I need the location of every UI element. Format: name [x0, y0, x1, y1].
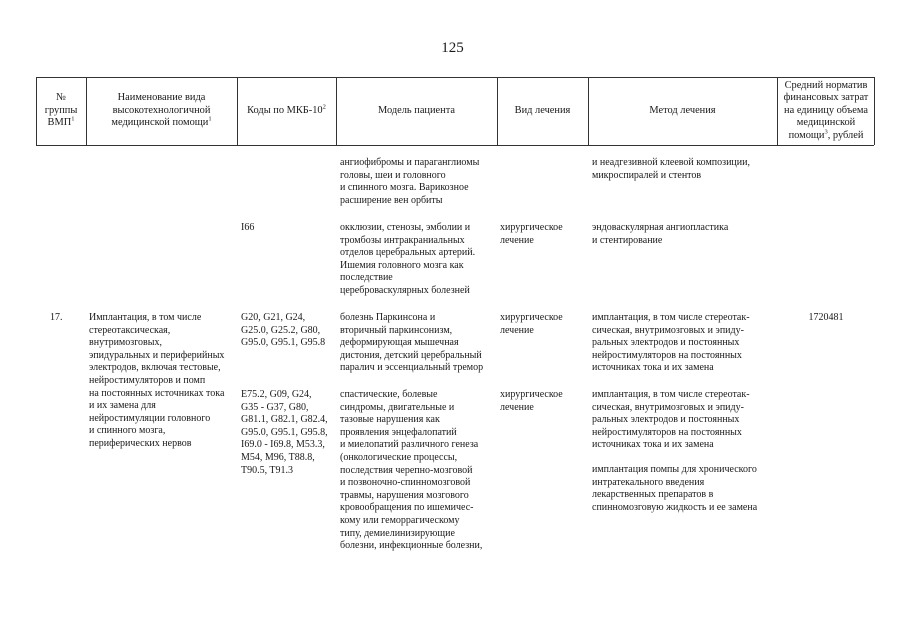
header-cost: Средний норматив финансовых затрат на единицу объема медицинской помощи$^3$, рублей — [783, 79, 869, 141]
header-icd-codes: Коды по МКБ-$10^2$ — [247, 103, 326, 116]
column-divider — [86, 77, 87, 145]
treatment-type-cell: хирургическое лечение — [500, 389, 563, 413]
patient-model-cell: окклюзии, стенозы, эмболии и тромбозы интракраниальных отделов церебральных артерий. Ишемия головного мозга как последствие цереброваскулярных болезней — [340, 222, 476, 296]
treatment-method-cell: имплантация, в том числе стереотак- сическая, внутримозговых и эпиду- ральных электродов и постоянных нейростимуляторов на постоянных источниках тока и их замена — [592, 389, 750, 451]
column-divider — [777, 77, 778, 145]
column-divider — [874, 77, 875, 145]
icd-codes-cell: G20, G21, G24, G25.0, G25.2, G80, G95.0, G95.1, G95.8 — [241, 312, 326, 349]
header-patient-model: Модель пациента — [377, 104, 456, 116]
icd-codes-cell: I66 — [241, 222, 255, 233]
treatment-method-cell: имплантация, в том числе стереотак- сическая, внутримозговых и эпиду- ральных электродов и постоянных нейростимуляторов на постоянных источниках тока и их замена — [592, 312, 750, 374]
table-header-bottom-border — [36, 145, 874, 146]
treatment-method-cell: имплантация помпы для хронического интратекального введения лекарственных препаратов в спинномозговую жидкость и ее замена — [592, 464, 758, 513]
treatment-method-cell: эндоваскулярная ангиопластика и стентирование — [592, 222, 729, 246]
treatment-type-cell: хирургическое лечение — [500, 312, 563, 336]
patient-model-cell: ангиофибромы и параганглиомы головы, шеи и головного и спинного мозга. Варикозное расширение вен орбиты — [340, 157, 480, 206]
cost-cell: 1720481 — [808, 312, 844, 323]
patient-model-cell: спастические, болевые синдромы, двигательные и тазовые нарушения как проявления энцефалопатий и миелопатий различного генеза (онкологические процессы, последствия черепно-мозговой и позвоночно-спинномозговой травмы, нарушения мозгового кровообращения по ишемичес- кому или геморрагическому типу, демиелинизирующие болезни, инфекционные болезни, — [340, 389, 483, 552]
header-care-name: Наименование вида высокотехнологичной медицинской помощи$^1$ — [111, 92, 212, 129]
icd-codes-cell: E75.2, G09, G24, G35 - G37, G80, G81.1, G82.1, G82.4, G95.0, G95.1, G95.8, I69.0 - I69.8, M53.3, M54, M96, T88.8, T90.5, T91.3 — [241, 389, 328, 476]
header-group-number: № группы ВМП$^1$ — [44, 92, 78, 129]
header-treatment-method: Метод лечения — [649, 104, 716, 116]
care-name-cell: Имплантация, в том числе стереотаксическая, внутримозговых, эпидуральных и периферийных электродов, включая тестовые, нейростимуляторов и помп на постоянных источниках тока и их замена для нейростимуляции головного и спинного мозга, периферических нервов — [89, 312, 225, 449]
treatment-method-cell: и неадгезивной клеевой композиции, микроспиралей и стентов — [592, 157, 750, 181]
patient-model-cell: болезнь Паркинсона и вторичный паркинсонизм, деформирующая мышечная дистония, детский церебральный паралич и эссенциальный тремор — [340, 312, 484, 374]
treatment-type-cell: хирургическое лечение — [500, 222, 563, 246]
group-number-cell: 17. — [50, 312, 63, 323]
header-treatment-type: Вид лечения — [514, 104, 571, 116]
page-number: 125 — [441, 40, 464, 56]
